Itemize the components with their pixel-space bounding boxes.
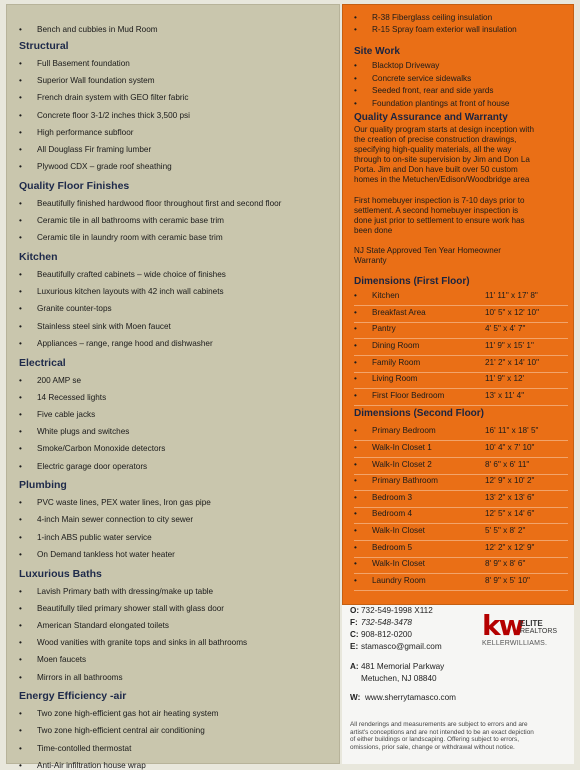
bullet-icon: • xyxy=(354,25,357,34)
room-size: 8' 6" x 6' 11" xyxy=(485,459,530,469)
room-size: 11' 9" x 15' 1" xyxy=(485,341,534,350)
dimension-row xyxy=(354,443,568,458)
feature-item xyxy=(19,287,224,296)
bullet-icon: • xyxy=(19,498,22,508)
bullet-icon: • xyxy=(19,603,22,613)
section-heading: Dimensions (Second Floor) xyxy=(354,408,485,420)
room-size: 8' 9" x 5' 10" xyxy=(485,575,530,585)
section-heading: Structural xyxy=(19,40,69,52)
item-text: Anti-Air infiltration house wrap xyxy=(37,760,146,770)
room-name: Breakfast Area xyxy=(372,307,426,317)
item-text: High performance subfloor xyxy=(37,127,134,137)
feature-item xyxy=(19,376,81,385)
bullet-icon: • xyxy=(19,338,22,348)
dimension-row xyxy=(354,341,568,356)
paragraph-line: through to on-site supervision by Jim and Don La xyxy=(354,155,530,165)
feature-item xyxy=(19,655,86,664)
bullet-icon: • xyxy=(19,709,22,719)
feature-item xyxy=(19,726,205,735)
paragraph xyxy=(354,246,568,266)
bullet-icon: • xyxy=(19,59,22,68)
dimension-row xyxy=(354,324,568,339)
feature-item xyxy=(19,162,172,171)
dimension-row xyxy=(354,374,568,389)
bullet-icon: • xyxy=(19,233,22,243)
item-text: Luxurious kitchen layouts with 42 inch wall cabinets xyxy=(37,287,224,297)
room-size: 5' 5" x 8' 2" xyxy=(485,526,526,535)
insulation-item xyxy=(354,13,492,22)
section-heading: Energy Efficiency -air xyxy=(19,690,127,703)
bullet-icon: • xyxy=(354,476,357,486)
item-text: Two zone high-efficient central air conditioning xyxy=(37,726,205,736)
bullet-icon: • xyxy=(354,86,357,95)
feature-item xyxy=(19,638,247,647)
orange-panel xyxy=(342,4,574,605)
item-text: Bench and cubbies in Mud Room xyxy=(37,25,158,34)
item-text: American Standard elongated toilets xyxy=(37,620,169,630)
feature-item xyxy=(19,199,281,208)
room-size: 12' 5" x 14' 6" xyxy=(485,509,535,519)
section-heading: Electrical xyxy=(19,356,66,369)
bullet-icon: • xyxy=(19,549,22,559)
item-text: Seeded front, rear and side yards xyxy=(372,86,494,95)
room-size: 10' 4" x 7' 10" xyxy=(485,443,535,452)
room-size: 21' 2" x 14' 10" xyxy=(485,357,540,367)
features-column xyxy=(6,4,340,770)
feature-item xyxy=(19,427,129,436)
item-text: 14 Recessed lights xyxy=(37,392,107,402)
bullet-icon: • xyxy=(19,93,22,103)
bullet-icon: • xyxy=(19,392,22,402)
item-text: All Douglass Fir framing lumber xyxy=(37,145,152,154)
bullet-icon: • xyxy=(19,110,22,120)
section-heading: Quality Floor Finishes xyxy=(19,179,130,192)
bullet-icon: • xyxy=(354,526,357,535)
paragraph-line: First homebuyer inspection is 7-10 days prior to xyxy=(354,195,525,205)
bullet-icon: • xyxy=(354,509,357,519)
bullet-icon: • xyxy=(354,374,357,384)
room-name: Pantry xyxy=(372,324,396,334)
bullet-icon: • xyxy=(19,444,22,454)
bullet-icon: • xyxy=(19,145,22,154)
bullet-icon: • xyxy=(354,291,357,301)
item-text: French drain system with GEO filter fabric xyxy=(37,93,189,103)
paragraph-line: Porta. Jim and Don have built over 50 custom xyxy=(354,165,518,175)
bullet-icon: • xyxy=(354,542,357,552)
office-phone: O: 732-549-1998 X112 xyxy=(350,606,433,615)
street-address: A: 481 Memorial Parkway xyxy=(350,662,445,671)
feature-item xyxy=(19,145,151,154)
section-heading: Dimensions (First Floor) xyxy=(354,276,470,288)
room-name: Walk-In Closet 2 xyxy=(372,459,432,469)
item-text: White plugs and switches xyxy=(37,427,130,437)
paragraph xyxy=(354,125,568,186)
section-heading: Plumbing xyxy=(19,479,67,492)
feature-item xyxy=(19,339,213,348)
feature-item xyxy=(19,304,112,313)
dimension-row xyxy=(354,493,568,508)
dimension-row xyxy=(354,426,568,441)
bullet-icon: • xyxy=(19,216,22,226)
item-text: Beautifully crafted cabinets – wide choice of finishes xyxy=(37,270,226,279)
paragraph-line: Our quality program starts at design inception with xyxy=(354,125,534,134)
room-size: 10' 5" x 12' 10" xyxy=(485,307,540,317)
dimension-row xyxy=(354,543,568,558)
bullet-icon: • xyxy=(19,586,22,596)
paragraph-line: settlement. A second homebuyer inspection is xyxy=(354,205,519,215)
feature-item xyxy=(19,498,211,507)
item-text: Time-contolled thermostat xyxy=(37,743,132,753)
feature-item xyxy=(19,111,190,120)
feature-item xyxy=(19,410,95,419)
disclaimer-line: of either buildings or landscaping. Offering subject to errors, xyxy=(350,736,519,744)
room-size: 8' 9" x 8' 6" xyxy=(485,559,526,569)
feature-item xyxy=(19,744,131,753)
dimension-row xyxy=(354,308,568,323)
room-name: Primary Bathroom xyxy=(372,476,438,486)
paragraph-line: NJ State Approved Ten Year Homeowner xyxy=(354,246,501,255)
dimension-row xyxy=(354,509,568,524)
room-name: Bedroom 5 xyxy=(372,542,413,552)
site-item xyxy=(354,86,494,95)
bullet-icon: • xyxy=(354,357,357,367)
item-text: Ceramic tile in laundry room with ceramic base trim xyxy=(37,233,223,243)
bullet-icon: • xyxy=(19,304,22,314)
room-name: First Floor Bedroom xyxy=(372,390,445,400)
fax-number: F: 732-548-3478 xyxy=(350,618,412,627)
feature-item xyxy=(19,270,226,279)
bullet-icon: • xyxy=(19,287,22,297)
bullet-icon: • xyxy=(19,620,22,630)
room-size: 12' 9" x 10' 2" xyxy=(485,476,535,486)
item-text: Stainless steel sink with Moen faucet xyxy=(37,321,171,331)
feature-item xyxy=(19,515,193,524)
paragraph-line: been done xyxy=(354,225,393,235)
item-text: Mirrors in all bathrooms xyxy=(37,672,123,682)
bullet-icon: • xyxy=(354,390,357,400)
disclaimer xyxy=(350,721,570,751)
bullet-icon: • xyxy=(19,760,22,770)
bullet-icon: • xyxy=(19,532,22,542)
item-text: R-38 Fiberglass ceiling insulation xyxy=(372,13,493,22)
room-name: Bedroom 4 xyxy=(372,509,413,519)
feature-item xyxy=(19,673,123,682)
item-text: Wood vanities with granite tops and sinks in all bathrooms xyxy=(37,638,248,648)
feature-item xyxy=(19,761,146,770)
room-name: Family Room xyxy=(372,357,421,367)
bullet-icon: • xyxy=(354,98,357,108)
bullet-icon: • xyxy=(19,25,22,34)
bullet-icon: • xyxy=(354,575,357,585)
item-text: Plywood CDX – grade roof sheathing xyxy=(37,162,172,172)
feature-item xyxy=(19,216,224,225)
item-text: Beautifully finished hardwood floor throughout first and second floor xyxy=(37,198,282,208)
item-text: Electric garage door operators xyxy=(37,461,148,471)
feature-item xyxy=(19,393,106,402)
section-heading: Quality Assurance and Warranty xyxy=(354,112,508,123)
feature-item xyxy=(19,604,224,613)
bullet-icon: • xyxy=(19,321,22,331)
dimension-row xyxy=(354,526,568,541)
room-name: Dining Room xyxy=(372,341,420,350)
bullet-icon: • xyxy=(354,341,357,350)
feature-item xyxy=(19,25,158,34)
item-text: Beautifully tiled primary shower stall with glass door xyxy=(37,603,225,613)
dimension-row xyxy=(354,358,568,373)
item-text: Superior Wall foundation system xyxy=(37,76,155,86)
item-text: 1-inch ABS public water service xyxy=(37,532,152,542)
bullet-icon: • xyxy=(19,375,22,385)
contact-panel xyxy=(342,605,574,764)
bullet-icon: • xyxy=(19,409,22,419)
room-name: Walk-In Closet xyxy=(372,559,425,569)
dimension-row xyxy=(354,576,568,591)
cell-phone: C: 908-812-0200 xyxy=(350,630,412,639)
bullet-icon: • xyxy=(354,459,357,469)
paragraph-line: specifying high-quality materials, all the way xyxy=(354,145,512,155)
bullet-icon: • xyxy=(19,655,22,665)
feature-item xyxy=(19,93,189,102)
city-address: Metuchen, NJ 08840 xyxy=(361,674,437,683)
feature-item xyxy=(19,550,175,559)
item-text: 200 AMP se xyxy=(37,375,81,385)
bullet-icon: • xyxy=(19,198,22,208)
kw-logo: kw ELITE REALTORS KELLERWILLIAMS. xyxy=(482,609,558,647)
bullet-icon: • xyxy=(19,162,22,172)
room-name: Living Room xyxy=(372,374,418,384)
bullet-icon: • xyxy=(354,492,357,502)
dimension-row xyxy=(354,460,568,475)
room-size: 11' 11" x 17' 8" xyxy=(485,291,538,301)
item-text: PVC waste lines, PEX water lines, Iron gas pipe xyxy=(37,498,211,508)
item-text: R-15 Spray foam exterior wall insulation xyxy=(372,25,517,34)
disclaimer-line: All renderings and measurements are subject to errors and are xyxy=(350,721,528,728)
room-name: Walk-In Closet xyxy=(372,526,425,535)
item-text: 4-inch Main sewer connection to city sewer xyxy=(37,515,194,525)
bullet-icon: • xyxy=(354,13,357,22)
site-item xyxy=(354,99,509,108)
room-name: Kitchen xyxy=(372,291,400,301)
bullet-icon: • xyxy=(19,726,22,736)
paragraph-line: the creation of precise construction drawings, xyxy=(354,135,517,145)
room-size: 4' 5" x 4' 7" xyxy=(485,324,526,334)
feature-item xyxy=(19,233,223,242)
room-size: 11' 9" x 12' xyxy=(485,374,525,384)
item-text: Foundation plantings at front of house xyxy=(372,98,510,108)
item-text: Ceramic tile in all bathrooms with ceramic base trim xyxy=(37,216,225,226)
item-text: Smoke/Carbon Monoxide detectors xyxy=(37,444,166,454)
bullet-icon: • xyxy=(19,270,22,279)
room-size: 13' x 11' 4" xyxy=(485,390,525,400)
bullet-icon: • xyxy=(354,443,357,452)
bullet-icon: • xyxy=(354,61,357,70)
bullet-icon: • xyxy=(354,324,357,334)
email-address[interactable]: E: stamasco@gmail.com xyxy=(350,642,442,651)
bullet-icon: • xyxy=(19,461,22,471)
flyer-page xyxy=(6,4,574,770)
website[interactable]: W: www.sherrytamasco.com xyxy=(350,693,456,702)
section-heading: Kitchen xyxy=(19,251,58,263)
disclaimer-line: omissions, prior sale, change or withdrawal without notice. xyxy=(350,743,515,751)
dimension-row xyxy=(354,391,568,406)
item-text: Appliances – range, range hood and dishwasher xyxy=(37,338,213,348)
feature-item xyxy=(19,76,155,85)
room-name: Walk-In Closet 1 xyxy=(372,443,432,452)
paragraph xyxy=(354,196,568,236)
feature-item xyxy=(19,462,147,471)
item-text: On Demand tankless hot water heater xyxy=(37,549,175,559)
bullet-icon: • xyxy=(19,76,22,86)
paragraph-line: homes in the Metuchen/Edison/Woodbridge area xyxy=(354,175,530,185)
item-text: Moen faucets xyxy=(37,655,87,665)
paragraph-line: Warranty xyxy=(354,256,387,266)
item-text: Concrete floor 3-1/2 inches thick 3,500 psi xyxy=(37,110,190,120)
room-size: 13' 2" x 13' 6" xyxy=(485,492,535,502)
item-text: Two zone high-efficient gas hot air heating system xyxy=(37,709,219,719)
bullet-icon: • xyxy=(19,672,22,682)
site-item xyxy=(354,61,439,70)
item-text: Blacktop Driveway xyxy=(372,61,440,70)
feature-item xyxy=(19,59,130,68)
room-name: Bedroom 3 xyxy=(372,492,413,502)
dimension-row xyxy=(354,291,568,306)
bullet-icon: • xyxy=(19,743,22,753)
feature-item xyxy=(19,322,171,331)
item-text: Five cable jacks xyxy=(37,409,96,419)
section-heading: Site Work xyxy=(354,46,400,57)
room-name: Laundry Room xyxy=(372,575,426,585)
room-size: 12' 2" x 12' 9" xyxy=(485,542,535,552)
dimension-row xyxy=(354,476,568,491)
section-heading: Luxurious Baths xyxy=(19,567,102,580)
bullet-icon: • xyxy=(19,427,22,437)
feature-item xyxy=(19,533,152,542)
details-column xyxy=(342,4,574,764)
item-text: Concrete service sidewalks xyxy=(372,73,472,83)
bullet-icon: • xyxy=(19,127,22,137)
feature-item xyxy=(19,621,169,630)
item-text: Lavish Primary bath with dressing/make up table xyxy=(37,586,214,596)
room-name: Primary Bedroom xyxy=(372,426,436,436)
bullet-icon: • xyxy=(354,559,357,569)
feature-item xyxy=(19,128,133,137)
feature-item xyxy=(19,709,218,718)
bullet-icon: • xyxy=(354,307,357,317)
dimension-row xyxy=(354,559,568,574)
item-text: Granite counter-tops xyxy=(37,304,112,314)
bullet-icon: • xyxy=(19,515,22,525)
bullet-icon: • xyxy=(354,73,357,83)
feature-item xyxy=(19,587,213,596)
room-size: 16' 11" x 18' 5" xyxy=(485,426,539,436)
disclaimer-line: artist's conceptions and are not intended to be an exact depiction xyxy=(350,728,534,736)
insulation-item xyxy=(354,25,517,34)
bullet-icon: • xyxy=(354,426,357,436)
bullet-icon: • xyxy=(19,638,22,648)
paragraph-line: done just prior to settlement to ensure work has xyxy=(354,215,525,225)
site-item xyxy=(354,74,471,83)
item-text: Full Basement foundation xyxy=(37,59,130,68)
feature-item xyxy=(19,444,165,453)
